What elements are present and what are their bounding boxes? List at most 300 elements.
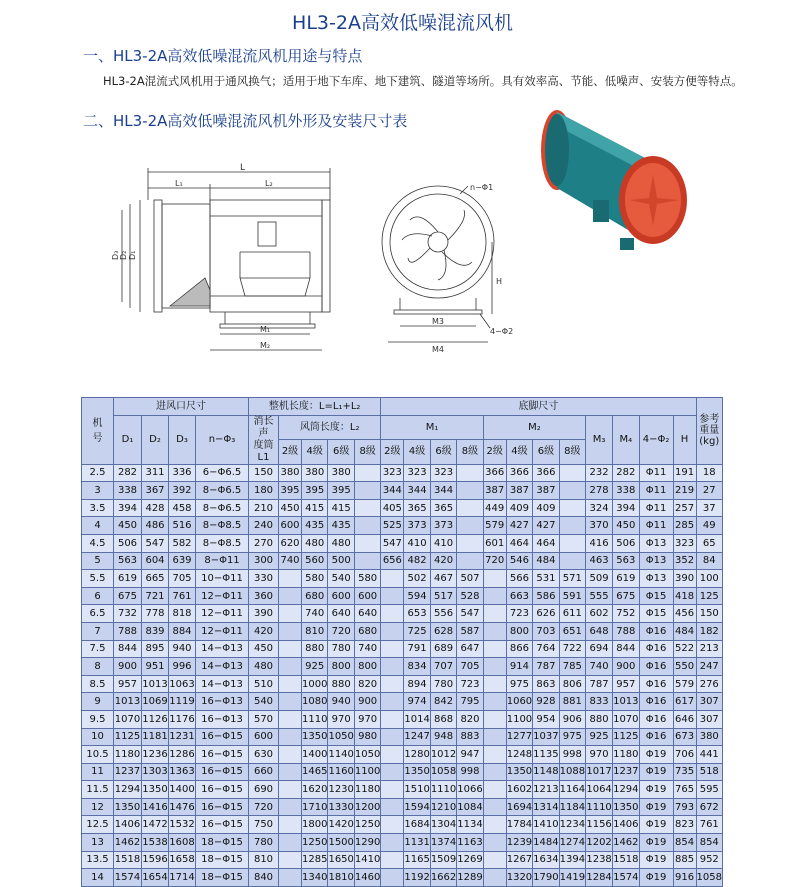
table-cell: 484 — [673, 622, 696, 640]
table-cell: 998 — [457, 763, 483, 781]
table-cell: 480 — [249, 658, 279, 676]
table-cell: 428 — [142, 499, 169, 517]
table-cell: 380 — [302, 464, 328, 482]
table-row — [82, 869, 723, 887]
table-cell: 881 — [559, 693, 585, 711]
table-cell: 975 — [506, 675, 532, 693]
table-cell: 863 — [533, 675, 559, 693]
table-cell: 14 — [82, 869, 114, 887]
table-cell: 1070 — [613, 710, 639, 728]
table-cell: 1184 — [559, 798, 585, 816]
table-cell: 1100 — [354, 763, 380, 781]
dim-nphi1: n−Φ1 — [470, 183, 494, 192]
hdr-M1: M₁ — [381, 415, 483, 440]
table-cell: 420 — [249, 622, 279, 640]
table-cell: Φ16 — [639, 675, 673, 693]
table-cell: 842 — [430, 693, 456, 711]
table-cell: 626 — [533, 605, 559, 623]
table-cell: 1163 — [457, 834, 483, 852]
table-cell: 257 — [673, 499, 696, 517]
table-cell: 16−Φ13 — [196, 693, 249, 711]
dim-M2: M₂ — [260, 341, 271, 350]
hdr-D1: D₁ — [114, 415, 142, 464]
table-cell: 1350 — [404, 763, 430, 781]
table-cell — [457, 552, 483, 570]
table-cell: 1210 — [430, 798, 456, 816]
table-cell: 640 — [354, 605, 380, 623]
table-cell: 1125 — [114, 728, 142, 746]
table-cell: 566 — [506, 570, 532, 588]
table-cell: 740 — [586, 658, 613, 676]
table-cell — [381, 851, 404, 869]
table-cell: 550 — [673, 658, 696, 676]
table-cell: 480 — [328, 534, 354, 552]
table-cell: 1784 — [506, 816, 532, 834]
table-cell: 725 — [404, 622, 430, 640]
table-cell: 210 — [249, 499, 279, 517]
table-cell: 1658 — [169, 851, 196, 869]
table-cell — [457, 499, 483, 517]
table-cell: 648 — [586, 622, 613, 640]
table-cell: 820 — [457, 710, 483, 728]
table-cell: 1165 — [404, 851, 430, 869]
table-cell: 900 — [114, 658, 142, 676]
table-cell: 517 — [430, 587, 456, 605]
table-cell: 840 — [249, 869, 279, 887]
table-cell — [559, 534, 585, 552]
table-cell — [381, 710, 404, 728]
table-cell: 307 — [696, 710, 722, 728]
table-cell — [381, 675, 404, 693]
table-cell: 7 — [82, 622, 114, 640]
table-cell: 1063 — [169, 675, 196, 693]
table-cell: 1596 — [142, 851, 169, 869]
table-cell: 980 — [354, 728, 380, 746]
table-cell: 1125 — [613, 728, 639, 746]
table-cell: 780 — [328, 640, 354, 658]
table-cell: 37 — [696, 499, 722, 517]
table-row — [82, 798, 723, 816]
table-cell: 1135 — [533, 746, 559, 764]
table-row — [82, 464, 723, 482]
table-cell: 13 — [82, 834, 114, 852]
table-cell: 594 — [404, 587, 430, 605]
table-cell: 18−Φ15 — [196, 834, 249, 852]
table-cell — [381, 693, 404, 711]
table-cell: 619 — [613, 570, 639, 588]
table-cell: 914 — [506, 658, 532, 676]
table-cell — [381, 746, 404, 764]
table-cell: 1180 — [114, 746, 142, 764]
table-cell: 928 — [533, 693, 559, 711]
table-cell: 1420 — [328, 816, 354, 834]
table-cell: 100 — [696, 570, 722, 588]
table-cell: 580 — [302, 570, 328, 588]
table-cell — [279, 746, 302, 764]
table-cell: 1000 — [302, 675, 328, 693]
table-cell: 880 — [586, 710, 613, 728]
table-cell: 387 — [483, 482, 506, 500]
table-cell: 338 — [613, 482, 639, 500]
table-cell: 1274 — [559, 834, 585, 852]
table-cell — [279, 587, 302, 605]
table-cell: 380 — [279, 464, 302, 482]
table-cell: 1394 — [559, 851, 585, 869]
table-cell: 9.5 — [82, 710, 114, 728]
table-cell: 14−Φ13 — [196, 658, 249, 676]
table-cell: 518 — [696, 763, 722, 781]
table-cell: Φ16 — [639, 640, 673, 658]
table-cell: 1100 — [506, 710, 532, 728]
table-cell: 484 — [533, 552, 559, 570]
table-row — [82, 816, 723, 834]
table-cell: 1350 — [302, 728, 328, 746]
table-cell: 601 — [483, 534, 506, 552]
table-cell: 1340 — [302, 869, 328, 887]
table-cell: 916 — [673, 869, 696, 887]
table-cell — [381, 816, 404, 834]
table-cell: 278 — [586, 482, 613, 500]
table-row — [82, 851, 723, 869]
table-cell — [279, 816, 302, 834]
table-cell: 833 — [586, 693, 613, 711]
table-cell: 12−Φ11 — [196, 605, 249, 623]
table-cell: 1110 — [430, 781, 456, 799]
table-cell: 1410 — [354, 851, 380, 869]
table-row — [82, 781, 723, 799]
table-cell: 8−Φ8.5 — [196, 534, 249, 552]
table-cell: 13.5 — [82, 851, 114, 869]
hdr-M2-pole-4: 8级 — [559, 440, 585, 465]
table-cell: 338 — [114, 482, 142, 500]
table-cell: 1330 — [328, 798, 354, 816]
table-row — [82, 710, 723, 728]
hdr-M1-pole-1: 2级 — [381, 440, 404, 465]
table-cell — [559, 499, 585, 517]
table-row — [82, 675, 723, 693]
table-cell: 311 — [142, 464, 169, 482]
table-cell: 880 — [302, 640, 328, 658]
table-cell: 16−Φ13 — [196, 710, 249, 728]
table-cell: 947 — [457, 746, 483, 764]
table-cell: 1363 — [169, 763, 196, 781]
table-cell: 820 — [354, 675, 380, 693]
table-cell: 506 — [613, 534, 639, 552]
table-cell: 839 — [142, 622, 169, 640]
table-cell: 620 — [279, 534, 302, 552]
table-cell: 740 — [302, 605, 328, 623]
table-cell: 587 — [457, 622, 483, 640]
table-cell: 18−Φ15 — [196, 869, 249, 887]
table-cell — [483, 640, 506, 658]
table-cell: 1267 — [506, 851, 532, 869]
table-cell: Φ16 — [639, 728, 673, 746]
table-cell: 380 — [696, 728, 722, 746]
table-cell: 1710 — [302, 798, 328, 816]
table-cell: 8.5 — [82, 675, 114, 693]
table-cell: 1013 — [613, 693, 639, 711]
table-cell: 1164 — [559, 781, 585, 799]
table-cell: 373 — [404, 517, 430, 535]
table-cell: Φ11 — [639, 464, 673, 482]
table-cell: 507 — [457, 570, 483, 588]
table-cell: 611 — [559, 605, 585, 623]
table-cell: 410 — [404, 534, 430, 552]
table-cell: 750 — [249, 816, 279, 834]
table-cell: 18−Φ15 — [196, 851, 249, 869]
table-cell — [354, 464, 380, 482]
table-cell: 547 — [381, 534, 404, 552]
table-cell: 5 — [82, 552, 114, 570]
table-cell: 1277 — [506, 728, 532, 746]
table-cell — [483, 728, 506, 746]
table-cell: 547 — [142, 534, 169, 552]
table-cell: 1634 — [533, 851, 559, 869]
dim-D3: D₃ — [111, 250, 120, 260]
table-cell: 868 — [430, 710, 456, 728]
table-cell: 418 — [673, 587, 696, 605]
table-cell: 1200 — [354, 798, 380, 816]
table-row — [82, 517, 723, 535]
table-cell: 232 — [586, 464, 613, 482]
table-cell: 1250 — [354, 816, 380, 834]
table-cell: 395 — [279, 482, 302, 500]
table-cell: 1247 — [404, 728, 430, 746]
table-cell: 1231 — [169, 728, 196, 746]
dim-L1: L₁ — [175, 179, 183, 188]
table-cell: 1202 — [586, 834, 613, 852]
table-cell: 307 — [696, 693, 722, 711]
table-cell — [457, 517, 483, 535]
table-cell: 580 — [354, 570, 380, 588]
table-cell: 630 — [249, 746, 279, 764]
table-cell: 1602 — [506, 781, 532, 799]
table-cell: 540 — [249, 693, 279, 711]
table-cell: 366 — [506, 464, 532, 482]
table-cell: 409 — [506, 499, 532, 517]
table-cell: 11 — [82, 763, 114, 781]
table-cell: Φ16 — [639, 693, 673, 711]
table-cell: 800 — [328, 658, 354, 676]
table-cell: 10.5 — [82, 746, 114, 764]
table-cell: 416 — [586, 534, 613, 552]
hdr-M2: M₂ — [483, 415, 585, 440]
table-cell — [483, 570, 506, 588]
table-cell: 16−Φ15 — [196, 781, 249, 799]
table-row — [82, 622, 723, 640]
hdr-M3: M₃ — [586, 415, 613, 464]
table-cell: 1650 — [328, 851, 354, 869]
table-cell: 282 — [613, 464, 639, 482]
table-cell: 788 — [114, 622, 142, 640]
table-cell: 1574 — [114, 869, 142, 887]
table-cell: 500 — [328, 552, 354, 570]
table-cell: 1320 — [506, 869, 532, 887]
table-cell: 540 — [328, 570, 354, 588]
table-cell: 344 — [404, 482, 430, 500]
table-cell: 722 — [559, 640, 585, 658]
table-cell: 665 — [142, 570, 169, 588]
table-cell: 1066 — [457, 781, 483, 799]
table-cell — [457, 482, 483, 500]
table-cell: 680 — [302, 587, 328, 605]
table-cell: 791 — [404, 640, 430, 658]
table-cell: 1286 — [169, 746, 196, 764]
table-cell — [483, 587, 506, 605]
table-cell: 883 — [457, 728, 483, 746]
table-cell — [483, 605, 506, 623]
table-cell: 651 — [559, 622, 585, 640]
section1-heading: 一、HL3-2A高效低噪混流风机用途与特点 — [83, 47, 363, 65]
table-cell: 563 — [613, 552, 639, 570]
table-cell: 16−Φ15 — [196, 816, 249, 834]
table-cell: 1110 — [586, 798, 613, 816]
table-cell: 323 — [673, 534, 696, 552]
table-cell: 8−Φ6.5 — [196, 482, 249, 500]
table-cell: 323 — [381, 464, 404, 482]
table-cell: 1303 — [142, 763, 169, 781]
table-cell: 1012 — [430, 746, 456, 764]
table-cell: 415 — [328, 499, 354, 517]
table-cell: 387 — [533, 482, 559, 500]
hdr-silencer: 消长声 度筒L1 — [249, 415, 279, 464]
table-cell: 787 — [533, 658, 559, 676]
table-cell: Φ16 — [639, 710, 673, 728]
table-cell: 844 — [114, 640, 142, 658]
table-cell: 1134 — [457, 816, 483, 834]
hdr-base: 底脚尺寸 — [381, 398, 696, 416]
table-cell: 12.5 — [82, 816, 114, 834]
table-cell: 394 — [613, 499, 639, 517]
table-cell: 1304 — [430, 816, 456, 834]
table-cell — [279, 781, 302, 799]
table-cell: 800 — [354, 658, 380, 676]
table-cell: 895 — [142, 640, 169, 658]
table-cell: 1594 — [404, 798, 430, 816]
table-cell: Φ15 — [639, 605, 673, 623]
table-cell: 9 — [82, 693, 114, 711]
table-cell: 16−Φ15 — [196, 728, 249, 746]
table-cell: 925 — [302, 658, 328, 676]
table-cell: 506 — [114, 534, 142, 552]
table-cell — [279, 693, 302, 711]
table-cell: 427 — [533, 517, 559, 535]
table-cell: 390 — [249, 605, 279, 623]
table-cell: 640 — [328, 605, 354, 623]
fan-product-photo — [535, 100, 695, 265]
table-cell: 49 — [696, 517, 722, 535]
hdr-duct-pole-4: 8级 — [354, 440, 380, 465]
table-cell: 579 — [483, 517, 506, 535]
dim-L: L — [240, 163, 246, 173]
table-cell: 720 — [483, 552, 506, 570]
dim-L2: L₂ — [265, 179, 273, 188]
table-cell: 1237 — [613, 763, 639, 781]
table-cell: 1080 — [302, 693, 328, 711]
table-cell: 806 — [559, 675, 585, 693]
table-cell: 555 — [586, 587, 613, 605]
table-cell: 1714 — [169, 869, 196, 887]
table-cell — [559, 517, 585, 535]
hdr-weight: 参考 重量 (kg) — [696, 398, 722, 465]
table-cell: 1156 — [586, 816, 613, 834]
table-cell: Φ13 — [639, 570, 673, 588]
table-cell: 604 — [142, 552, 169, 570]
table-cell: 778 — [142, 605, 169, 623]
table-cell: 600 — [249, 728, 279, 746]
table-cell: 18 — [696, 464, 722, 482]
table-cell: 1500 — [328, 834, 354, 852]
table-cell: 1662 — [430, 869, 456, 887]
table-cell: 360 — [249, 587, 279, 605]
table-cell: Φ11 — [639, 482, 673, 500]
table-cell: 2.5 — [82, 464, 114, 482]
table-cell: 12−Φ11 — [196, 587, 249, 605]
table-cell: 1088 — [559, 763, 585, 781]
table-cell: 464 — [506, 534, 532, 552]
table-cell: 502 — [404, 570, 430, 588]
table-cell: 547 — [457, 605, 483, 623]
table-cell — [354, 552, 380, 570]
table-cell: 1140 — [328, 746, 354, 764]
table-cell: 1110 — [302, 710, 328, 728]
table-cell: 1180 — [354, 781, 380, 799]
table-cell — [483, 746, 506, 764]
table-cell: 1350 — [114, 798, 142, 816]
table-cell: 486 — [142, 517, 169, 535]
table-cell: 970 — [354, 710, 380, 728]
table-cell: 3.5 — [82, 499, 114, 517]
table-cell: 563 — [114, 552, 142, 570]
table-row — [82, 834, 723, 852]
table-cell: 394 — [114, 499, 142, 517]
table-cell — [483, 658, 506, 676]
table-cell — [279, 851, 302, 869]
table-cell: 14−Φ13 — [196, 675, 249, 693]
table-cell: 125 — [696, 587, 722, 605]
table-cell: 900 — [354, 693, 380, 711]
table-cell: 450 — [249, 640, 279, 658]
table-cell: 409 — [533, 499, 559, 517]
table-cell: 823 — [673, 816, 696, 834]
table-cell — [457, 534, 483, 552]
table-cell: 1176 — [169, 710, 196, 728]
table-cell: 546 — [506, 552, 532, 570]
table-cell: 818 — [169, 605, 196, 623]
table-cell: 653 — [404, 605, 430, 623]
hdr-M1-pole-4: 8级 — [457, 440, 483, 465]
table-cell: 1620 — [302, 781, 328, 799]
table-cell: 270 — [249, 534, 279, 552]
table-cell — [483, 710, 506, 728]
table-cell: 925 — [586, 728, 613, 746]
table-cell: 1694 — [506, 798, 532, 816]
table-cell: 707 — [430, 658, 456, 676]
table-cell: 974 — [404, 693, 430, 711]
table-cell: 586 — [533, 587, 559, 605]
table-cell: 380 — [328, 464, 354, 482]
table-cell — [279, 570, 302, 588]
table-cell: 617 — [673, 693, 696, 711]
table-cell: 1070 — [114, 710, 142, 728]
table-cell — [483, 693, 506, 711]
table-cell: 1131 — [404, 834, 430, 852]
table-cell: 323 — [404, 464, 430, 482]
table-cell — [483, 781, 506, 799]
table-cell: 1654 — [142, 869, 169, 887]
table-cell: 10 — [82, 728, 114, 746]
table-cell: 1180 — [613, 746, 639, 764]
